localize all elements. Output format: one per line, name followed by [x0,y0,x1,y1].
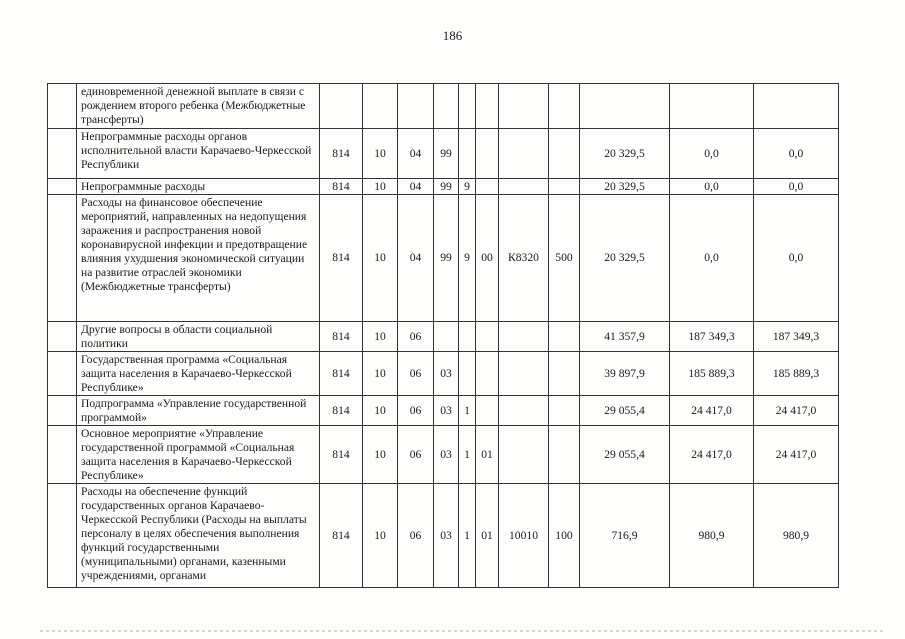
ministry-code-cell: 814 [320,396,363,426]
subsection-code-cell: 06 [398,322,434,352]
program-code-cell: 99 [434,179,459,195]
amount-year3-cell: 24 417,0 [754,396,839,426]
row-number-cell [48,396,77,426]
direction-code-cell [499,179,549,195]
amount-year3-cell: 0,0 [754,179,839,195]
event-code-cell [476,396,499,426]
page-number: 186 [442,28,463,43]
amount-year1-cell: 20 329,5 [580,179,670,195]
amount-year2-cell: 24 417,0 [670,396,754,426]
amount-year2-cell: 0,0 [670,195,754,322]
event-code-cell [476,322,499,352]
expense-type-cell [549,179,580,195]
row-number-cell [48,84,77,129]
event-code-cell [476,129,499,179]
item-name-cell: Расходы на финансовое обеспечение мероприятий, направленных на недопущения заражения и распространения новой коронавирусной инфекции и предотвращение влияния ухудшения экономической ситуации на развитие отраслей экономики (Межбюджетные трансферты) [77,195,320,322]
amount-year3-cell: 0,0 [754,195,839,322]
event-code-cell [476,84,499,129]
row-number-cell [48,484,77,588]
subsection-code-cell: 04 [398,179,434,195]
amount-year1-cell: 716,9 [580,484,670,588]
program-code-cell: 03 [434,484,459,588]
table-body [48,84,839,588]
amount-year2-cell [670,84,754,129]
program-code-cell: 03 [434,396,459,426]
subprogram-code-cell: 1 [459,426,476,484]
subsection-code-cell: 06 [398,484,434,588]
event-code-cell [476,352,499,396]
amount-year1-cell: 20 329,5 [580,195,670,322]
amount-year1-cell [580,84,670,129]
direction-code-cell [499,396,549,426]
scan-edge-noise [40,630,885,632]
subprogram-code-cell [459,84,476,129]
expense-type-cell [549,322,580,352]
direction-code-cell: 10010 [499,484,549,588]
amount-year3-cell: 185 889,3 [754,352,839,396]
item-name-cell: Подпрограмма «Управление государственной программой» [77,396,320,426]
subprogram-code-cell: 9 [459,195,476,322]
section-code-cell: 10 [363,396,398,426]
amount-year2-cell: 187 349,3 [670,322,754,352]
program-code-cell: 03 [434,426,459,484]
subsection-code-cell: 06 [398,426,434,484]
direction-code-cell [499,322,549,352]
table-row [48,322,839,352]
subprogram-code-cell: 9 [459,179,476,195]
program-code-cell: 03 [434,352,459,396]
subprogram-code-cell [459,322,476,352]
event-code-cell: 00 [476,195,499,322]
row-number-cell [48,129,77,179]
event-code-cell [476,179,499,195]
ministry-code-cell: 814 [320,129,363,179]
program-code-cell [434,322,459,352]
program-code-cell: 99 [434,195,459,322]
row-number-cell [48,322,77,352]
amount-year3-cell: 187 349,3 [754,322,839,352]
table-row [48,129,839,179]
ministry-code-cell: 814 [320,352,363,396]
ministry-code-cell: 814 [320,484,363,588]
event-code-cell: 01 [476,426,499,484]
row-number-cell [48,352,77,396]
direction-code-cell [499,352,549,396]
expense-type-cell: 100 [549,484,580,588]
row-number-cell [48,179,77,195]
subprogram-code-cell [459,352,476,396]
subprogram-code-cell [459,129,476,179]
expense-type-cell [549,396,580,426]
subsection-code-cell [398,84,434,129]
section-code-cell: 10 [363,484,398,588]
expense-type-cell [549,84,580,129]
amount-year1-cell: 29 055,4 [580,426,670,484]
ministry-code-cell: 814 [320,322,363,352]
item-name-cell: Непрограммные расходы органов исполнительной власти Карачаево-Черкесской Республики [77,129,320,179]
expense-type-cell [549,352,580,396]
expense-type-cell: 500 [549,195,580,322]
item-name-cell: Другие вопросы в области социальной политики [77,322,320,352]
amount-year1-cell: 39 897,9 [580,352,670,396]
expense-type-cell [549,129,580,179]
item-name-cell: Непрограммные расходы [77,179,320,195]
section-code-cell: 10 [363,195,398,322]
section-code-cell: 10 [363,322,398,352]
amount-year3-cell [754,84,839,129]
subprogram-code-cell: 1 [459,484,476,588]
amount-year1-cell: 41 357,9 [580,322,670,352]
table-row [48,195,839,322]
row-number-cell [48,195,77,322]
table-row [48,426,839,484]
table-row [48,352,839,396]
subsection-code-cell: 06 [398,352,434,396]
subsection-code-cell: 06 [398,396,434,426]
amount-year2-cell: 24 417,0 [670,426,754,484]
direction-code-cell: К8320 [499,195,549,322]
amount-year1-cell: 20 329,5 [580,129,670,179]
event-code-cell: 01 [476,484,499,588]
subsection-code-cell: 04 [398,129,434,179]
amount-year3-cell: 24 417,0 [754,426,839,484]
table-row [48,179,839,195]
amount-year2-cell: 980,9 [670,484,754,588]
table-row [48,84,839,129]
expense-type-cell [549,426,580,484]
item-name-cell: Государственная программа «Социальная защита населения в Карачаево-Черкесской Республике» [77,352,320,396]
ministry-code-cell: 814 [320,179,363,195]
amount-year3-cell: 0,0 [754,129,839,179]
section-code-cell: 10 [363,179,398,195]
amount-year2-cell: 0,0 [670,179,754,195]
item-name-cell: Расходы на обеспечение функций государственных органов Карачаево-Черкесской Республики (Расходы на выплаты персоналу в целях обеспечения выполнения функций государственными (муниципальными) органами, казенными учреждениями, органами [77,484,320,588]
amount-year2-cell: 0,0 [670,129,754,179]
section-code-cell: 10 [363,426,398,484]
amount-year1-cell: 29 055,4 [580,396,670,426]
budget-table [47,83,839,588]
table-row [48,484,839,588]
ministry-code-cell [320,84,363,129]
ministry-code-cell: 814 [320,426,363,484]
section-code-cell: 10 [363,129,398,179]
program-code-cell: 99 [434,129,459,179]
direction-code-cell [499,426,549,484]
amount-year3-cell: 980,9 [754,484,839,588]
ministry-code-cell: 814 [320,195,363,322]
section-code-cell [363,84,398,129]
section-code-cell: 10 [363,352,398,396]
direction-code-cell [499,129,549,179]
program-code-cell [434,84,459,129]
table-row [48,396,839,426]
amount-year2-cell: 185 889,3 [670,352,754,396]
subprogram-code-cell: 1 [459,396,476,426]
direction-code-cell [499,84,549,129]
item-name-cell: Основное мероприятие «Управление государственной программой «Социальная защита населения в Карачаево-Черкесской Республике» [77,426,320,484]
item-name-cell: единовременной денежной выплате в связи с рождением второго ребенка (Межбюджетные трансферты) [77,84,320,129]
subsection-code-cell: 04 [398,195,434,322]
row-number-cell [48,426,77,484]
